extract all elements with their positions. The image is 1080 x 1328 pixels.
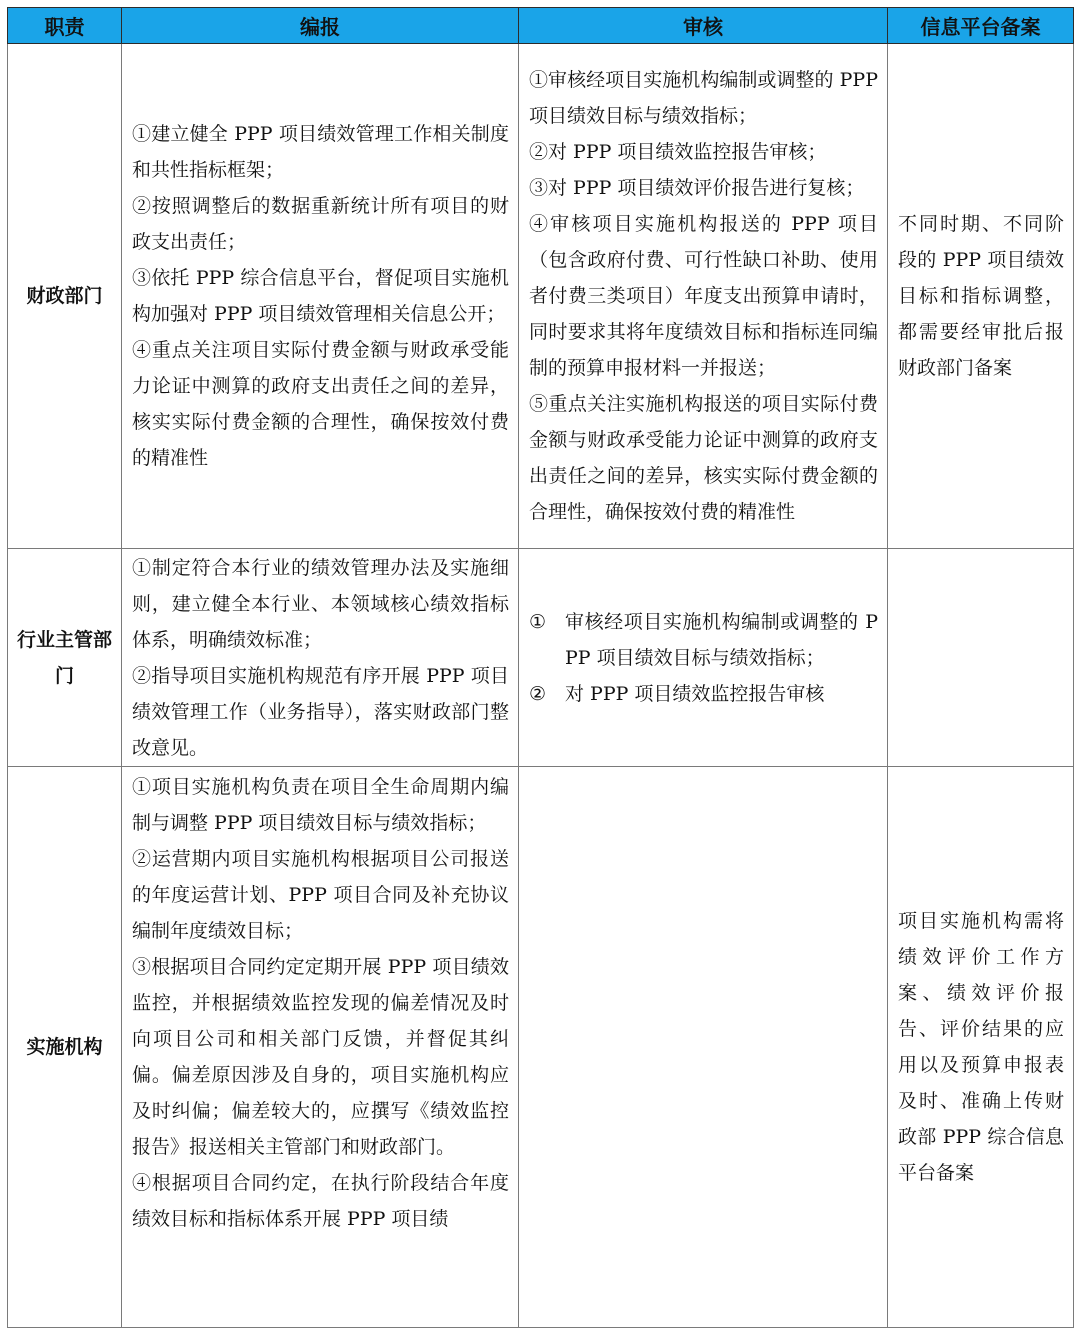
impl-filing-cell: 项目实施机构需将绩效评价工作方案、绩效评价报告、评价结果的应用以及预算申报表及时、准确上传财政部 PPP 综合信息平台备案 <box>888 767 1074 1328</box>
table-row-implementation <box>8 767 1074 1328</box>
finance-review-item: ②对 PPP 项目绩效监控报告审核； <box>529 141 827 163</box>
impl-compile-item: ②运营期内项目实施机构根据项目公司报送的年度运营计划、PPP 项目合同及补充协议编制年度绩效目标； <box>132 848 509 942</box>
finance-review-item: ⑤重点关注实施机构报送的项目实际付费金额与财政承受能力论证中测算的政府支出责任之间的差异，核实实际付费金额的合理性，确保按效付费的精准性 <box>529 393 878 523</box>
impl-compile-item: ①项目实施机构负责在项目全生命周期内编制与调整 PPP 项目绩效目标与绩效指标； <box>132 776 509 834</box>
role-finance: 财政部门 <box>8 44 122 549</box>
finance-review-cell <box>519 44 888 549</box>
header-review: 审核 <box>519 8 888 44</box>
role-industry: 行业主管部门 <box>8 549 122 767</box>
finance-compile-item: ③依托 PPP 综合信息平台，督促项目实施机构加强对 PPP 项目绩效管理相关信息公开； <box>132 267 509 325</box>
finance-compile-item: ④重点关注项目实际付费金额与财政承受能力论证中测算的政府支出责任之间的差异，核实实际付费金额的合理性，确保按效付费的精准性 <box>132 339 509 469</box>
impl-review-cell <box>519 767 888 1328</box>
list-number: ① <box>529 610 547 633</box>
role-implementation: 实施机构 <box>8 767 122 1328</box>
finance-review-item: ①审核经项目实施机构编制或调整的 PPP 项目绩效目标与绩效指标； <box>529 69 878 127</box>
list-item <box>529 604 878 676</box>
industry-review-list <box>529 604 878 712</box>
finance-compile-cell <box>122 44 519 549</box>
list-text: 对 PPP 项目绩效监控报告审核 <box>565 682 825 705</box>
impl-compile-item: ③根据项目合同约定定期开展 PPP 项目绩效监控，并根据绩效监控发现的偏差情况及时向项目公司和相关部门反馈，并督促其纠偏。偏差原因涉及自身的，项目实施机构应及时纠偏；偏差较大的，应撰写《绩效监控报告》报送相关主管部门和财政部门。 <box>132 956 509 1158</box>
industry-compile-item: ①制定符合本行业的绩效管理办法及实施细则，建立健全本行业、本领域核心绩效指标体系，明确绩效标准； <box>132 556 509 651</box>
industry-compile-cell <box>122 549 519 767</box>
responsibility-table <box>7 7 1074 1328</box>
finance-review-item: ④审核项目实施机构报送的 PPP 项目（包含政府付费、可行性缺口补助、使用者付费三类项目）年度支出预算申请时，同时要求其将年度绩效目标和指标连同编制的预算申报材料一并报送； <box>529 213 878 379</box>
list-number: ② <box>529 682 547 705</box>
table-header <box>8 8 1074 44</box>
header-filing: 信息平台备案 <box>888 8 1074 44</box>
impl-compile-item: ④根据项目合同约定，在执行阶段结合年度绩效目标和指标体系开展 PPP 项目绩 <box>132 1172 509 1230</box>
impl-compile-cell <box>122 767 519 1328</box>
finance-compile-item: ②按照调整后的数据重新统计所有项目的财政支出责任； <box>132 195 509 253</box>
header-role: 职责 <box>8 8 122 44</box>
table-row-industry <box>8 549 1074 767</box>
header-compile: 编报 <box>122 8 519 44</box>
list-item <box>529 676 878 712</box>
finance-compile-item: ①建立健全 PPP 项目绩效管理工作相关制度和共性指标框架； <box>132 123 509 181</box>
table-row-finance <box>8 44 1074 549</box>
finance-filing-cell: 不同时期、不同阶段的 PPP 项目绩效目标和指标调整，都需要经审批后报财政部门备案 <box>888 44 1074 549</box>
industry-compile-item: ②指导项目实施机构规范有序开展 PPP 项目绩效管理工作（业务指导），落实财政部门整改意见。 <box>132 664 509 759</box>
industry-filing-cell <box>888 549 1074 767</box>
finance-review-item: ③对 PPP 项目绩效评价报告进行复核； <box>529 177 865 199</box>
list-text: 审核经项目实施机构编制或调整的 PPP 项目绩效目标与绩效指标； <box>565 610 878 669</box>
industry-review-cell <box>519 549 888 767</box>
